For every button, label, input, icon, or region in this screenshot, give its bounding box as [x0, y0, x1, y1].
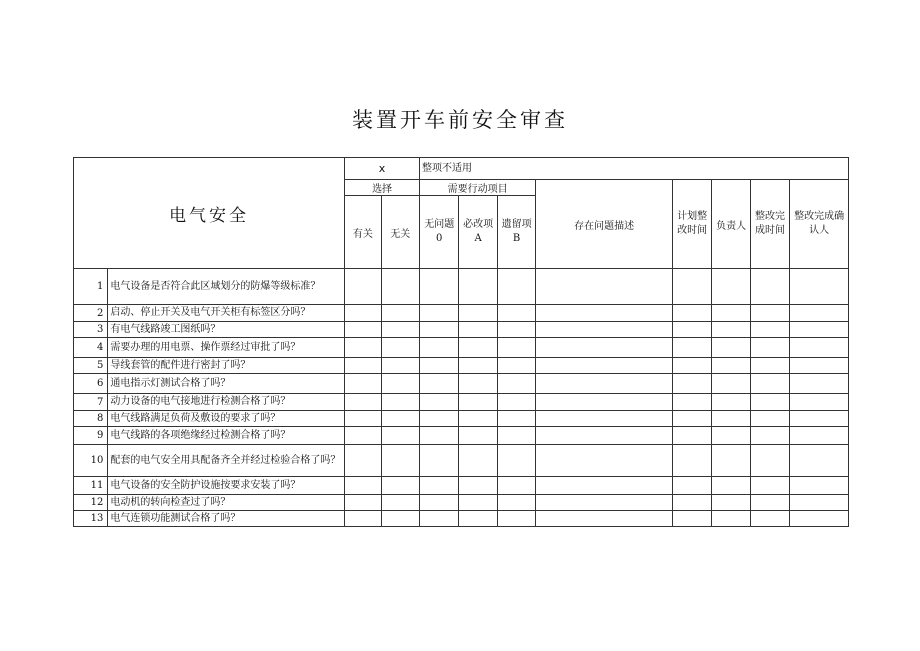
x-mark: x — [345, 158, 420, 180]
confirm-header: 整改完成确认人 — [790, 180, 849, 269]
row-number: 13 — [74, 511, 108, 527]
must-fix-cell[interactable] — [459, 445, 497, 477]
plan-time-cell[interactable] — [672, 394, 711, 411]
page-title: 装置开车前安全审查 — [352, 108, 568, 132]
table-row — [74, 394, 849, 411]
yes-cell[interactable] — [345, 427, 381, 445]
issue-desc-cell[interactable] — [536, 269, 673, 305]
no-issue-cell[interactable] — [420, 322, 459, 338]
yes-cell[interactable] — [345, 322, 381, 338]
issue-desc-cell[interactable] — [536, 511, 673, 527]
row-number: 1 — [74, 269, 108, 305]
issue-desc-cell[interactable] — [536, 394, 673, 411]
no-cell[interactable] — [381, 445, 419, 477]
must-fix-cell[interactable] — [459, 477, 497, 495]
no-issue-cell[interactable] — [420, 374, 459, 394]
row-number: 4 — [74, 338, 108, 358]
issue-desc-cell[interactable] — [536, 322, 673, 338]
issue-desc-cell[interactable] — [536, 305, 673, 322]
done-time-cell[interactable] — [750, 445, 789, 477]
no-issue-cell[interactable] — [420, 305, 459, 322]
legacy-cell[interactable] — [497, 322, 535, 338]
no-cell[interactable] — [381, 358, 419, 374]
must-fix-header — [459, 196, 497, 269]
done-time-cell[interactable] — [750, 427, 789, 445]
confirm-cell[interactable] — [790, 477, 849, 495]
x-meaning: 整项不适用 — [420, 158, 849, 180]
row-question: 电气线路满足负荷及敷设的要求了吗？ — [108, 411, 345, 427]
table-row — [74, 411, 849, 427]
legacy-cell[interactable] — [497, 394, 535, 411]
plan-time-cell[interactable] — [672, 358, 711, 374]
yes-header: 有关 — [345, 196, 381, 269]
row-number: 6 — [74, 374, 108, 394]
yes-cell[interactable] — [345, 411, 381, 427]
row-number: 8 — [74, 411, 108, 427]
issue-desc-cell[interactable] — [536, 358, 673, 374]
confirm-cell[interactable] — [790, 269, 849, 305]
no-cell[interactable] — [381, 477, 419, 495]
no-cell[interactable] — [381, 511, 419, 527]
no-cell[interactable] — [381, 495, 419, 511]
legacy-cell[interactable] — [497, 338, 535, 358]
table-row — [74, 445, 849, 477]
row-question: 电气连锁功能测试合格了吗？ — [108, 511, 345, 527]
table-row — [74, 338, 849, 358]
plan-time-cell[interactable] — [672, 411, 711, 427]
done-time-cell[interactable] — [750, 477, 789, 495]
plan-time-cell[interactable] — [672, 477, 711, 495]
confirm-cell[interactable] — [790, 322, 849, 338]
no-issue-cell[interactable] — [420, 394, 459, 411]
done-time-cell[interactable] — [750, 511, 789, 527]
row-question: 动力设备的电气接地进行检测合格了吗？ — [108, 394, 345, 411]
row-question: 电气线路的各项绝缘经过检测合格了吗？ — [108, 427, 345, 445]
no-issue-cell[interactable] — [420, 477, 459, 495]
table-body — [74, 269, 849, 527]
done-time-cell[interactable] — [750, 495, 789, 511]
must-fix-cell[interactable] — [459, 511, 497, 527]
table-row — [74, 322, 849, 338]
legacy-cell[interactable] — [497, 374, 535, 394]
plan-time-cell[interactable] — [672, 427, 711, 445]
done-time-cell[interactable] — [750, 358, 789, 374]
row-number: 5 — [74, 358, 108, 374]
legacy-cell[interactable] — [497, 269, 535, 305]
plan-time-cell[interactable] — [672, 322, 711, 338]
legacy-cell[interactable] — [497, 358, 535, 374]
done-time-cell[interactable] — [750, 338, 789, 358]
table-row — [74, 495, 849, 511]
row-question: 启动、停止开关及电气开关柜有标签区分吗？ — [108, 305, 345, 322]
owner-cell[interactable] — [712, 338, 750, 358]
done-time-cell[interactable] — [750, 305, 789, 322]
must-fix-cell[interactable] — [459, 495, 497, 511]
plan-time-cell[interactable] — [672, 374, 711, 394]
no-issue-cell[interactable] — [420, 427, 459, 445]
row-question: 配套的电气安全用具配备齐全并经过检验合格了吗？ — [108, 445, 345, 477]
must-fix-cell[interactable] — [459, 338, 497, 358]
plan-time-cell[interactable] — [672, 269, 711, 305]
done-time-cell[interactable] — [750, 394, 789, 411]
no-issue-cell[interactable] — [420, 358, 459, 374]
table-row — [74, 374, 849, 394]
legacy-cell[interactable] — [497, 495, 535, 511]
confirm-cell[interactable] — [790, 511, 849, 527]
legacy-header — [497, 196, 535, 269]
done-time-cell[interactable] — [750, 374, 789, 394]
legacy-label: 遗留项 — [501, 219, 532, 230]
no-issue-header — [420, 196, 459, 269]
row-question: 电动机的转向检查过了吗？ — [108, 495, 345, 511]
issue-desc-cell[interactable] — [536, 411, 673, 427]
row-number: 10 — [74, 445, 108, 477]
must-fix-cell[interactable] — [459, 305, 497, 322]
confirm-cell[interactable] — [790, 305, 849, 322]
owner-cell[interactable] — [712, 445, 750, 477]
table-row — [74, 511, 849, 527]
yes-cell[interactable] — [345, 374, 381, 394]
row-number: 11 — [74, 477, 108, 495]
confirm-cell[interactable] — [790, 358, 849, 374]
plan-time-cell[interactable] — [672, 445, 711, 477]
yes-cell[interactable] — [345, 338, 381, 358]
owner-cell[interactable] — [712, 305, 750, 322]
no-header: 无关 — [381, 196, 419, 269]
row-question: 导线套管的配件进行密封了吗？ — [108, 358, 345, 374]
must-fix-label: 必改项 — [463, 219, 494, 230]
yes-cell[interactable] — [345, 358, 381, 374]
owner-cell[interactable] — [712, 511, 750, 527]
section-title: 电气安全 — [74, 158, 345, 269]
issue-desc-header: 存在问题描述 — [536, 180, 673, 269]
action-header: 需要行动项目 — [420, 180, 536, 196]
legacy-cell[interactable] — [497, 511, 535, 527]
must-fix-cell[interactable] — [459, 374, 497, 394]
legacy-cell[interactable] — [497, 411, 535, 427]
row-question: 电气设备是否符合此区域划分的防爆等级标准？ — [108, 269, 345, 305]
issue-desc-cell[interactable] — [536, 374, 673, 394]
yes-cell[interactable] — [345, 511, 381, 527]
owner-cell[interactable] — [712, 477, 750, 495]
owner-cell[interactable] — [712, 411, 750, 427]
yes-cell[interactable] — [345, 305, 381, 322]
no-issue-cell[interactable] — [420, 338, 459, 358]
owner-cell[interactable] — [712, 322, 750, 338]
row-question: 通电指示灯测试合格了吗？ — [108, 374, 345, 394]
yes-cell[interactable] — [345, 269, 381, 305]
table-row — [74, 305, 849, 322]
no-cell[interactable] — [381, 305, 419, 322]
issue-desc-cell[interactable] — [536, 338, 673, 358]
no-issue-cell[interactable] — [420, 411, 459, 427]
owner-cell[interactable] — [712, 374, 750, 394]
table-row — [74, 358, 849, 374]
owner-cell[interactable] — [712, 394, 750, 411]
confirm-cell[interactable] — [790, 394, 849, 411]
row-number: 3 — [74, 322, 108, 338]
done-time-cell[interactable] — [750, 411, 789, 427]
no-cell[interactable] — [381, 427, 419, 445]
must-fix-cell[interactable] — [459, 394, 497, 411]
plan-time-cell[interactable] — [672, 511, 711, 527]
must-fix-cell[interactable] — [459, 269, 497, 305]
no-issue-cell[interactable] — [420, 269, 459, 305]
must-fix-cell[interactable] — [459, 358, 497, 374]
issue-desc-cell[interactable] — [536, 427, 673, 445]
row-number: 12 — [74, 495, 108, 511]
no-issue-cell[interactable] — [420, 445, 459, 477]
no-issue-code: 0 — [436, 233, 443, 244]
legacy-code: B — [512, 233, 521, 244]
no-cell[interactable] — [381, 338, 419, 358]
table-row — [74, 427, 849, 445]
must-fix-code: A — [474, 233, 482, 244]
owner-cell[interactable] — [712, 495, 750, 511]
owner-cell[interactable] — [712, 269, 750, 305]
must-fix-cell[interactable] — [459, 427, 497, 445]
row-question: 电气设备的安全防护设施按要求安装了吗？ — [108, 477, 345, 495]
done-time-cell[interactable] — [750, 269, 789, 305]
no-cell[interactable] — [381, 322, 419, 338]
issue-desc-cell[interactable] — [536, 495, 673, 511]
legacy-cell[interactable] — [497, 445, 535, 477]
no-cell[interactable] — [381, 269, 419, 305]
issue-desc-cell[interactable] — [536, 445, 673, 477]
yes-cell[interactable] — [345, 445, 381, 477]
no-issue-label: 无问题 — [424, 219, 455, 230]
must-fix-cell[interactable] — [459, 411, 497, 427]
row-question: 需要办理的用电票、操作票经过审批了吗？ — [108, 338, 345, 358]
plan-time-cell[interactable] — [672, 338, 711, 358]
plan-time-cell[interactable] — [672, 495, 711, 511]
audit-table — [73, 157, 849, 527]
done-time-header: 整改完成时间 — [750, 180, 789, 269]
confirm-cell[interactable] — [790, 338, 849, 358]
owner-cell[interactable] — [712, 358, 750, 374]
yes-cell[interactable] — [345, 477, 381, 495]
no-cell[interactable] — [381, 411, 419, 427]
yes-cell[interactable] — [345, 495, 381, 511]
legacy-cell[interactable] — [497, 427, 535, 445]
no-cell[interactable] — [381, 374, 419, 394]
confirm-cell[interactable] — [790, 374, 849, 394]
confirm-cell[interactable] — [790, 445, 849, 477]
confirm-cell[interactable] — [790, 411, 849, 427]
no-issue-cell[interactable] — [420, 511, 459, 527]
legacy-cell[interactable] — [497, 305, 535, 322]
confirm-cell[interactable] — [790, 427, 849, 445]
yes-cell[interactable] — [345, 394, 381, 411]
issue-desc-cell[interactable] — [536, 477, 673, 495]
legacy-cell[interactable] — [497, 477, 535, 495]
confirm-cell[interactable] — [790, 495, 849, 511]
table-header — [74, 158, 849, 269]
no-issue-cell[interactable] — [420, 495, 459, 511]
done-time-cell[interactable] — [750, 322, 789, 338]
row-number: 7 — [74, 394, 108, 411]
plan-time-header: 计划整改时间 — [672, 180, 711, 269]
owner-header: 负责人 — [712, 180, 750, 269]
owner-cell[interactable] — [712, 427, 750, 445]
row-number: 2 — [74, 305, 108, 322]
table-row — [74, 269, 849, 305]
row-number: 9 — [74, 427, 108, 445]
no-cell[interactable] — [381, 394, 419, 411]
select-header: 选择 — [345, 180, 420, 196]
row-question: 有电气线路竣工图纸吗？ — [108, 322, 345, 338]
plan-time-cell[interactable] — [672, 305, 711, 322]
must-fix-cell[interactable] — [459, 322, 497, 338]
table-row — [74, 477, 849, 495]
